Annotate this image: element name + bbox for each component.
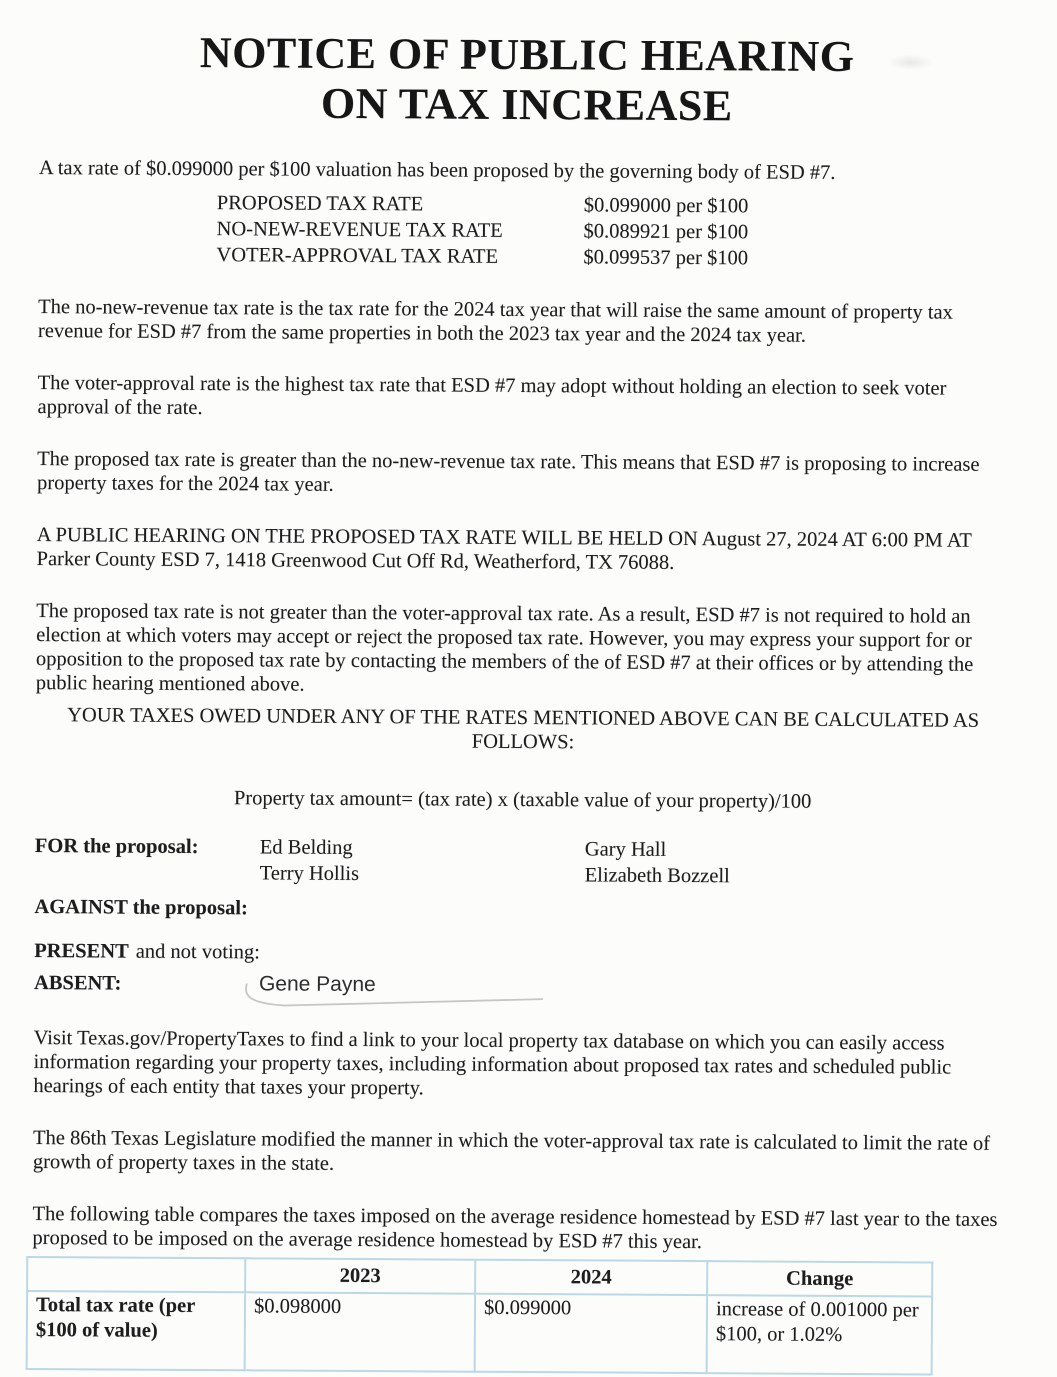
title-line-1: NOTICE OF PUBLIC HEARING — [199, 27, 855, 81]
calculation-heading: YOUR TAXES OWED UNDER ANY OF THE RATES MENTIONED ABOVE CAN BE CALCULATED AS FOLLOWS: — [67, 704, 980, 754]
paragraph-legislature: The 86th Texas Legislature modified the manner in which the voter-approval tax rate is calculated to limit the rate of growth of property taxes in the state. — [32, 1127, 991, 1176]
paragraph-public-hearing: A PUBLIC HEARING ON THE PROPOSED TAX RATE WILL BE HELD ON August 27, 2024 AT 6:00 PM AT Parker County ESD 7, 1418 Greenwood Cut Off Rd, Weatherford, TX 76088. — [36, 524, 972, 575]
rate-label: NO-NEW-REVENUE TAX RATE — [216, 218, 503, 243]
header-2023: 2023 — [245, 1259, 475, 1294]
paragraph-not-greater: The proposed tax rate is not greater than the voter-approval tax rate. As a result, ESD #7 is not required to hold an election at which voters may accept or reject the proposed tax rate. However, you may express your support for or opposition to the proposed tax rate by contacting the members of the of ESD #7 at their offices or by attending the public hearing mentioned above. — [35, 600, 974, 697]
paragraph-no-new-revenue: The no-new-revenue tax rate is the tax rate for the 2024 tax year that will raise the same amount of property tax revenue for ESD #7 from the same properties in both the 2023 tax year and the 2024 tax year. — [37, 296, 953, 348]
header-change: Change — [707, 1262, 932, 1297]
tax-formula: Property tax amount= (tax rate) x (taxable value of your property)/100 — [233, 787, 812, 814]
against-label: AGAINST the proposal: — [34, 896, 248, 920]
rate-value: $0.099000 per $100 — [583, 194, 749, 218]
paragraph-proposed-greater: The proposed tax rate is greater than the no-new-revenue tax rate. This means that ESD #7 is proposing to increase property taxes for the 2024 tax year. — [36, 448, 980, 497]
intro-paragraph: A tax rate of $0.099000 per $100 valuation has been proposed by the governing body of ESD #7. — [38, 157, 836, 185]
paragraph-visit-database: Visit Texas.gov/PropertyTaxes to find a link to your local property tax database on which you can easily access information regarding your property taxes, including information about proposed tax rates and scheduled public hearings of each entity that taxes your property. — [33, 1027, 952, 1100]
voter-name: Ed Belding — [259, 836, 353, 860]
header-blank — [27, 1257, 245, 1292]
document-title — [39, 27, 1015, 132]
tax-comparison-table — [26, 1256, 934, 1376]
cell-row-label: Total tax rate (per $100 of value) — [27, 1291, 245, 1370]
present-label: PRESENT — [34, 940, 129, 964]
title-line-2: ON TAX INCREASE — [320, 78, 733, 130]
cell-change: increase of 0.001000 per $100, or 1.02% — [707, 1296, 932, 1375]
for-label: FOR the proposal: — [34, 835, 199, 859]
for-names-column-2 — [585, 837, 910, 891]
rate-value: $0.089921 per $100 — [583, 220, 749, 244]
rate-label: VOTER-APPROVAL TAX RATE — [216, 244, 499, 269]
vote-row-against — [34, 894, 1009, 926]
vote-row-for — [35, 833, 1010, 891]
tax-rates-list — [216, 191, 1013, 274]
table-row-total-tax-rate — [27, 1291, 932, 1375]
voter-name: Terry Hollis — [259, 862, 360, 886]
absent-label: ABSENT: — [33, 972, 122, 995]
vote-row-absent — [34, 970, 1009, 1002]
present-label-suffix: and not voting: — [135, 941, 260, 964]
voter-name: Elizabeth Bozzell — [584, 864, 730, 888]
rate-value: $0.099537 per $100 — [583, 246, 749, 270]
absent-name — [259, 972, 376, 999]
absent-name-text: Gene Payne — [258, 972, 376, 997]
table-header-row — [27, 1257, 932, 1297]
paragraph-table-intro: The following table compares the taxes imposed on the average residence homestead by ESD #7 last year to the taxes proposed to be imposed on the average residence homestead by ESD #7 this year. — [32, 1203, 998, 1254]
cell-rate-2024: $0.099000 — [475, 1294, 707, 1373]
rate-row-voter-approval — [216, 243, 1013, 274]
voter-name: Gary Hall — [584, 838, 667, 862]
vote-row-present — [34, 938, 1009, 970]
paragraph-voter-approval: The voter-approval rate is the highest tax rate that ESD #7 may adopt without holding an election to seek voter approval of the rate. — [37, 372, 947, 420]
header-2024: 2024 — [475, 1260, 707, 1295]
rate-label: PROPOSED TAX RATE — [216, 192, 424, 216]
cell-rate-2023: $0.098000 — [245, 1293, 475, 1372]
vote-record-section — [34, 833, 1010, 1002]
for-names-column-1 — [260, 835, 585, 889]
